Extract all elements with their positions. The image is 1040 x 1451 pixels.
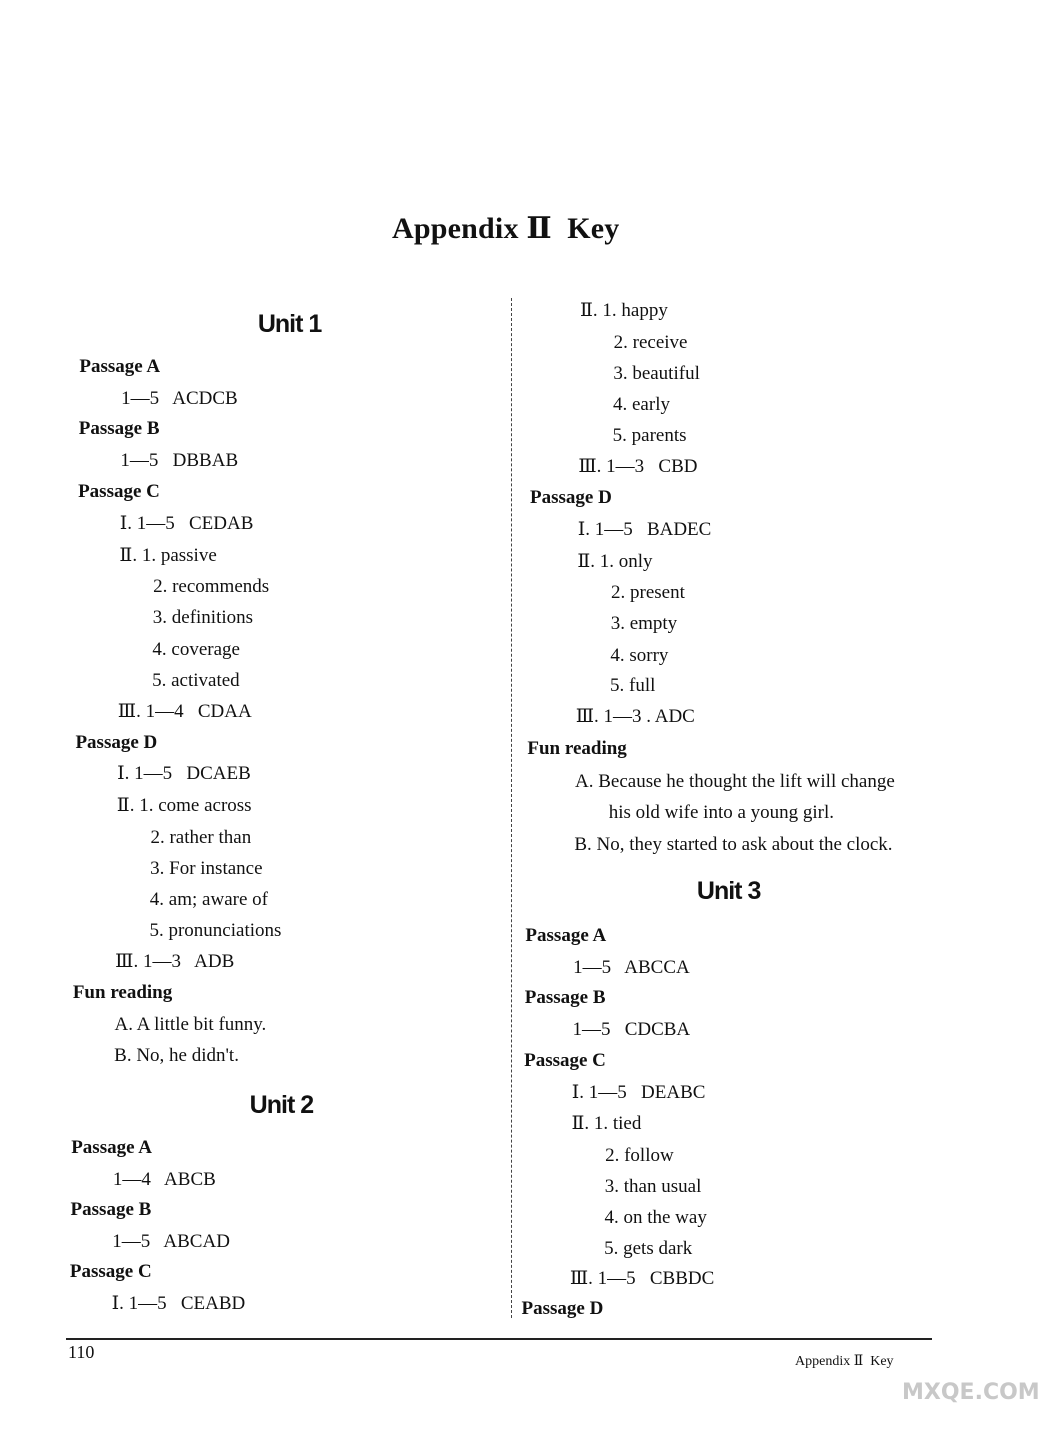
page-number: 110 — [68, 1342, 95, 1362]
passage-heading: Passage B — [70, 1199, 152, 1220]
passage-heading: Fun reading — [72, 982, 173, 1003]
answer-line: 1—5 ACDCB — [121, 388, 238, 409]
answer-subline: 5. parents — [612, 425, 687, 446]
passage-heading: Passage A — [71, 1137, 152, 1158]
unit-title: Unit 2 — [249, 1091, 314, 1119]
answer-line: 1—4 ABCB — [112, 1169, 216, 1190]
passage-heading: Passage C — [78, 481, 160, 502]
passage-heading: Passage B — [524, 987, 606, 1008]
answer-line: Ⅰ. 1—5 DEABC — [571, 1082, 706, 1103]
passage-heading: Passage D — [530, 487, 612, 508]
answer-line: 1—5 ABCCA — [573, 957, 690, 978]
unit-title: Unit 3 — [696, 877, 761, 905]
passage-heading: Passage A — [79, 356, 161, 377]
answer-line: Ⅲ. 1—5 CBBDC — [569, 1268, 715, 1289]
answer-subline: 4. am; aware of — [149, 889, 268, 910]
answer-subline: 3. than usual — [604, 1176, 702, 1197]
answer-line: 1—5 CDCBA — [572, 1019, 691, 1040]
answer-line: Ⅲ. 1—3 ADB — [115, 951, 235, 972]
answer-subline: 4. on the way — [604, 1207, 707, 1228]
answer-line: Ⅱ. 1. tied — [571, 1113, 642, 1134]
answer-line: Ⅱ. 1. passive — [119, 545, 217, 566]
answer-line: Ⅰ. 1—5 BADEC — [577, 519, 712, 540]
answer-subline: 2. recommends — [153, 576, 270, 597]
answer-subline: his old wife into a young girl. — [608, 802, 835, 823]
answer-subline: 2. receive — [613, 332, 688, 353]
answer-line: Ⅰ. 1—5 CEDAB — [119, 513, 254, 534]
answer-subline: 2. rather than — [150, 827, 252, 848]
page-title: Appendix Ⅱ Key — [392, 212, 620, 245]
answer-subline: 3. empty — [610, 613, 678, 634]
answer-line: Ⅱ. 1. come across — [116, 795, 252, 816]
column-divider — [511, 298, 512, 1318]
answer-subline: 2. present — [611, 582, 685, 603]
passage-heading: Passage D — [75, 732, 158, 753]
answer-line: Ⅰ. 1—5 CEABD — [111, 1293, 246, 1314]
passage-heading: Passage C — [69, 1261, 152, 1282]
answer-subline: 2. follow — [605, 1145, 674, 1166]
answer-line: Ⅲ. 1—4 CDAA — [117, 701, 252, 722]
answer-line: Ⅱ. 1. only — [577, 551, 653, 572]
answer-line: B. No, they started to ask about the clock. — [574, 834, 893, 855]
answer-line: A. A little bit funny. — [114, 1014, 267, 1035]
watermark: MXQE.COM — [902, 1380, 1040, 1405]
answer-subline: 3. beautiful — [613, 363, 700, 384]
passage-heading: Passage B — [78, 418, 160, 439]
answer-subline: 5. gets dark — [604, 1238, 693, 1259]
answer-line: Ⅱ. 1. happy — [579, 300, 668, 321]
answer-subline: 5. pronunciations — [149, 920, 282, 941]
answer-subline: 4. early — [613, 394, 670, 415]
answer-subline: 5. full — [610, 675, 656, 696]
running-title: Appendix Ⅱ Key — [795, 1354, 894, 1369]
footer-rule — [66, 1338, 932, 1340]
answer-subline: 3. definitions — [152, 607, 254, 628]
passage-heading: Passage C — [524, 1050, 606, 1071]
answer-subline: 4. sorry — [610, 645, 669, 666]
answer-line: A. Because he thought the lift will change — [575, 771, 895, 792]
passage-heading: Passage D — [521, 1298, 604, 1319]
answer-subline: 5. activated — [152, 670, 240, 691]
passage-heading: Fun reading — [527, 738, 627, 759]
answer-line: Ⅲ. 1—3 . ADC — [575, 706, 695, 727]
answer-subline: 3. For instance — [150, 858, 263, 879]
answer-subline: 4. coverage — [152, 639, 240, 660]
passage-heading: Passage A — [525, 925, 607, 946]
unit-title: Unit 1 — [257, 310, 322, 338]
answer-line: Ⅰ. 1—5 DCAEB — [117, 763, 251, 784]
answer-line: B. No, he didn't. — [114, 1045, 239, 1066]
answer-line: Ⅲ. 1—3 CBD — [578, 456, 698, 477]
answer-line: 1—5 ABCAD — [112, 1231, 230, 1252]
answer-line: 1—5 DBBAB — [120, 450, 239, 471]
